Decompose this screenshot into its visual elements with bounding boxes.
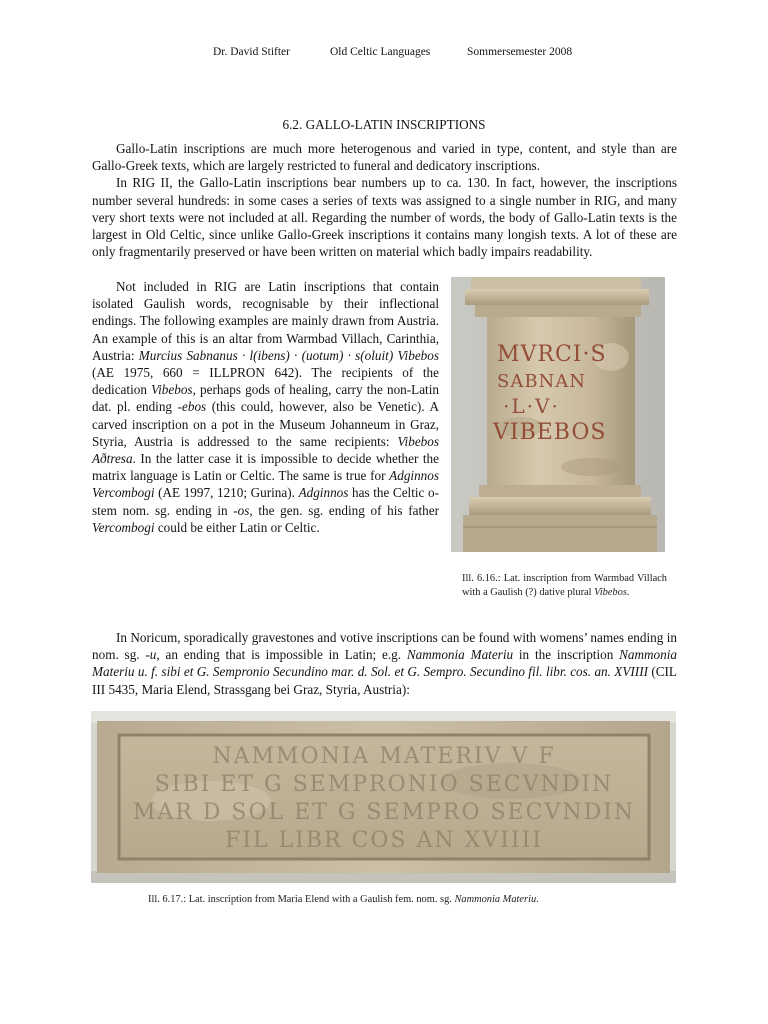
paragraph-noricum-names: In Noricum, sporadically gravestones and votive inscriptions can be found with womens’ names ending in nom. sg. -u, an ending that is impossible in Latin; e.g. Nammonia Materiu in the inscription Nammonia Materiu u. f. sibi et G. Sempronio Secundino mar. d. Sol. et G. Sempro. Secundino fil. libr. cos. an. XVIIII (CIL III 5435, Maria Elend, Strassgang bei Graz, Styria, Austria):: [92, 630, 678, 697]
section-title: 6.2. GALLO-LATIN INSCRIPTIONS: [282, 117, 486, 132]
altar-inscription-line: ·L·V·: [503, 394, 560, 418]
slab-photo: [91, 711, 676, 883]
intro-text-block: [92, 140, 677, 260]
altar-inscription-line: SABNAN: [497, 371, 587, 392]
noricum-text-block: [92, 629, 677, 698]
slab-inscription-line: MAR D SOL ET G SEMPRO SECVNDIN: [132, 800, 636, 825]
altar-inscription-line: MVRCI·S: [497, 342, 607, 367]
figure-caption-6-17: Ill. 6.17.: Lat. inscription from Maria Elend with a Gaulish fem. nom. sg. Nammonia Materiu.: [148, 894, 539, 905]
altar-inscription-line: VIBEBOS: [493, 420, 607, 445]
header-author: Dr. David Stifter: [213, 46, 290, 58]
slab-inscription-line: SIBI ET G SEMPRONIO SECVNDIN: [154, 772, 614, 797]
slab-inscription-line: NAMMONIA MATERIV V F: [212, 744, 556, 769]
figure-caption-6-16: Ill. 6.16.: Lat. inscription from Warmbad Villach with a Gaulish (?) dative plural Vibebos.: [462, 573, 667, 598]
paragraph-gallo-latin-intro: Gallo-Latin inscriptions are much more heterogenous and varied in type, content, and style than are Gallo-Greek texts, which are largely restricted to funeral and dedicatory inscriptions.: [92, 141, 677, 174]
paragraph-rig-numbers: In RIG II, the Gallo-Latin inscriptions bear numbers up to ca. 130. In fact, however, the inscriptions number several hundreds: in some cases a series of texts was assigned to a single number in RIG, and many very short texts were not included at all. Regarding the number of words, the body of Gallo-Latin texts is the largest in Old Celtic, since unlike Gallo-Greek inscriptions it contains many longish texts. A lot of these are only fragmentarily preserved or have been written on material which badly impairs readability.: [92, 175, 677, 260]
altar-photo: [451, 277, 665, 552]
slab-inscription-line: FIL LIBR COS AN XVIIII: [225, 828, 543, 853]
header-term: Sommersemester 2008: [467, 46, 573, 58]
paragraph-latin-with-gaulish-words: Not included in RIG are Latin inscriptions that contain isolated Gaulish words, recognisable by their inflectional endings. The following examples are mainly drawn from Austria. An example of this is an altar from Warmbad Villach, Carinthia, Austria: Murcius Sabnanus · l(ibens) · (uotum) · s(oluit) Vibebos (AE 1975, 660 = ILLPRON 642). The recipients of the dedication Vibebos, perhaps gods of healing, carry the non-Latin dat. pl. ending -ebos (this could, however, also be Venetic). A carved inscription on a pot in the Museum Johanneum in Graz, Styria, Austria is addressed to the same recipients: Vibebos Aðtresa. In the latter case it is impossible to decide whether the matrix language is Latin or Celtic. The same is true for Adginnos Vercombogi (AE 1997, 1210; Gurina). Adginnos has the Celtic o-stem nom. sg. ending in -os, the gen. sg. ending of his father Vercombogi could be either Latin or Celtic.: [92, 279, 439, 535]
header-course: Old Celtic Languages: [330, 46, 431, 58]
page-header: [0, 46, 768, 62]
altar-text-block: [92, 278, 439, 536]
